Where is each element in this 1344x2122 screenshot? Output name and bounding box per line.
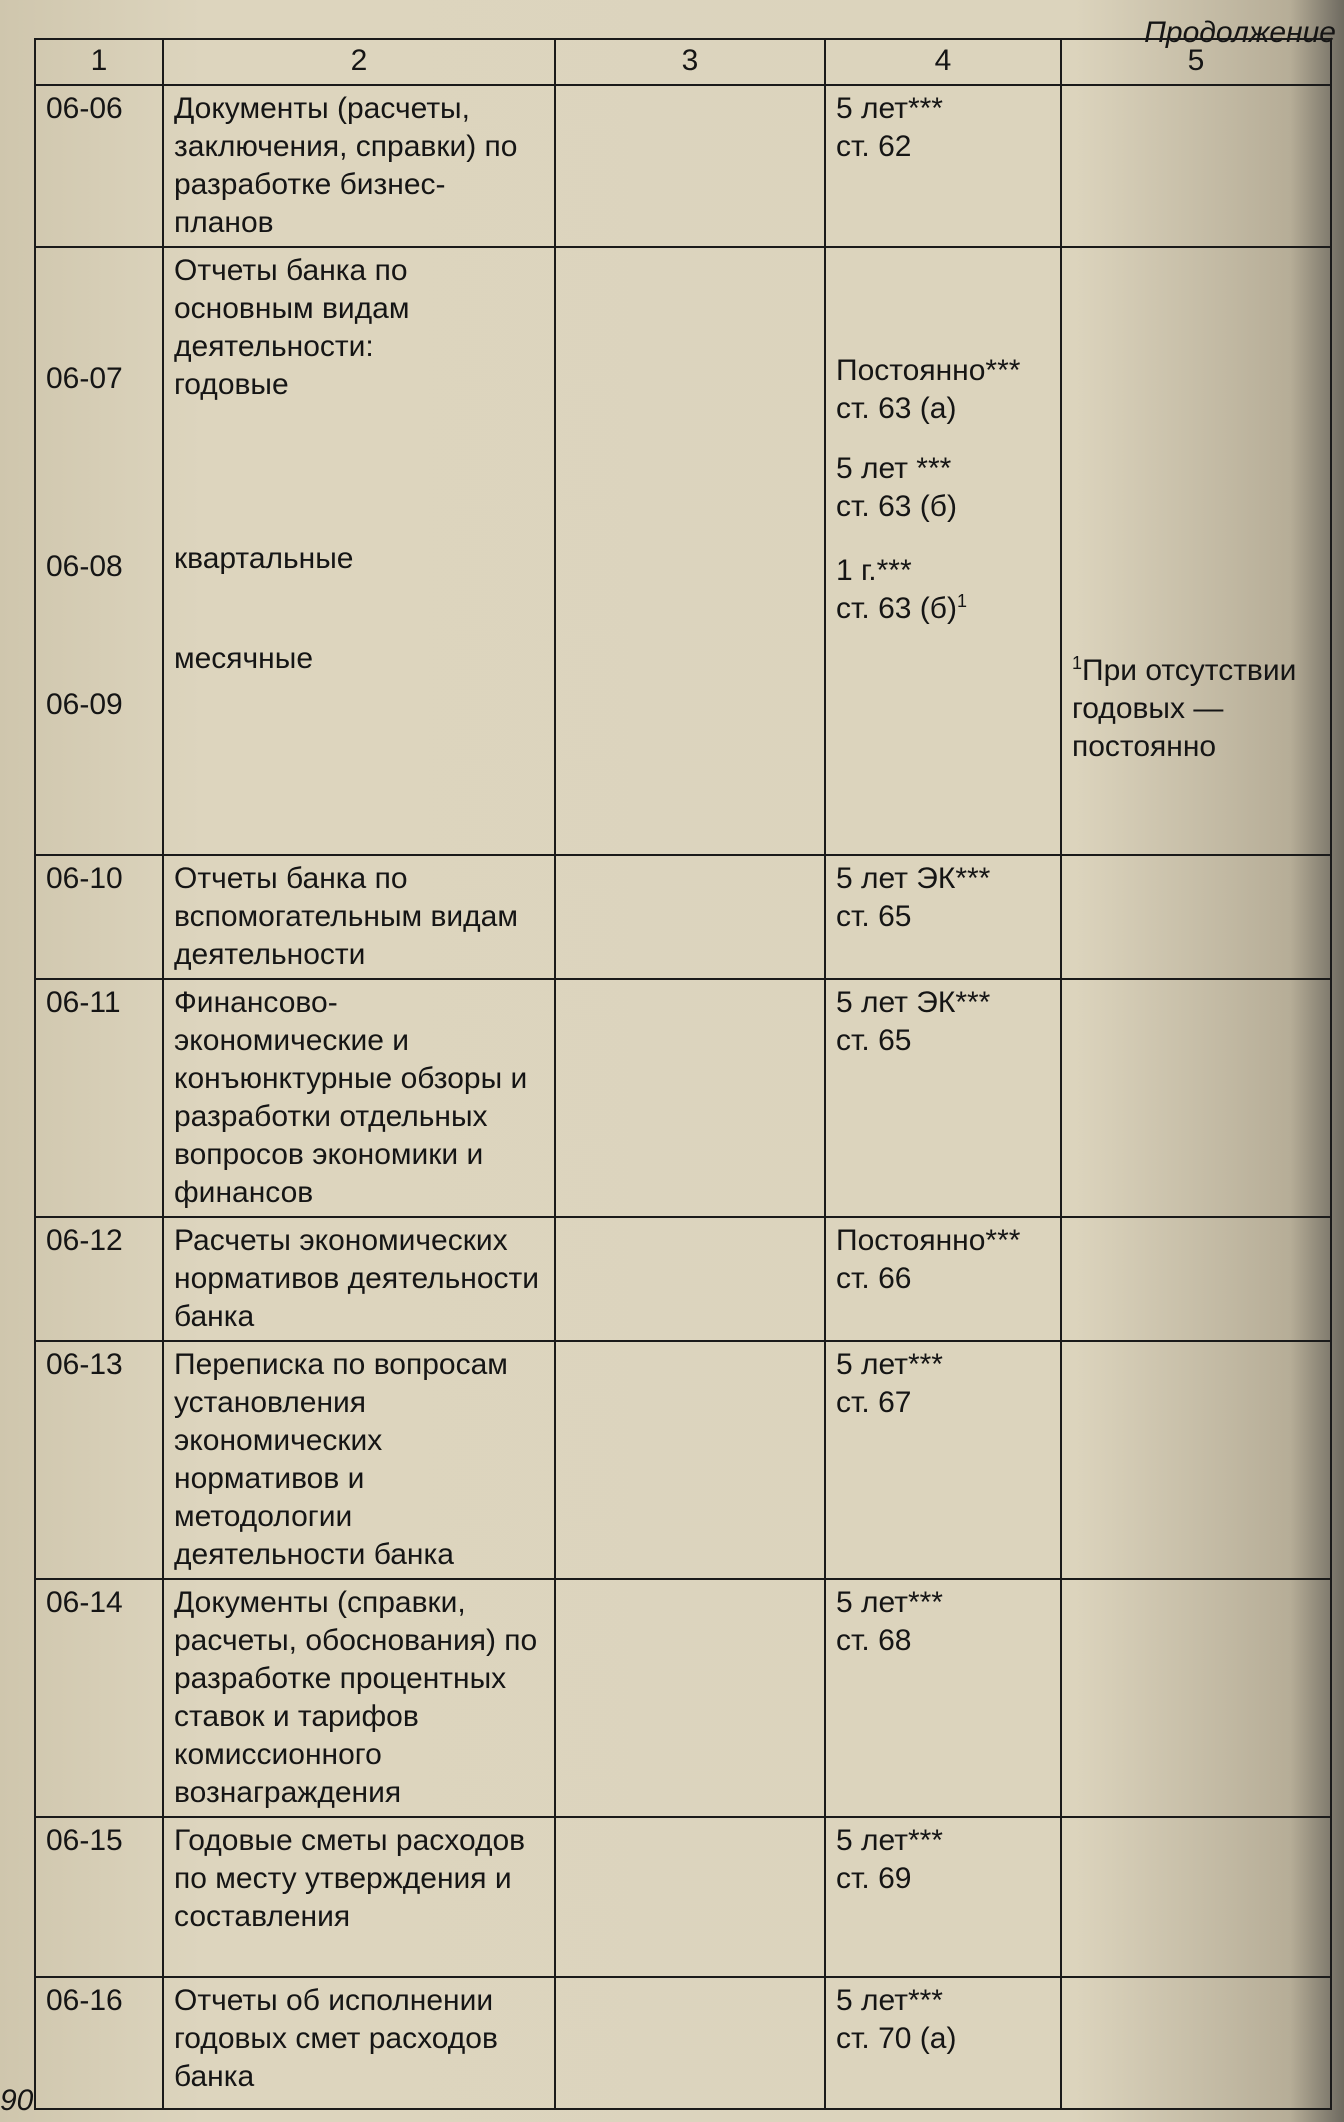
row-title: Годовые сметы расходов по месту утверждения и составления — [163, 1817, 555, 1977]
row-ref: ст. 65 — [836, 1024, 912, 1057]
row-note — [1061, 1341, 1331, 1579]
row-code: 06-16 — [35, 1977, 163, 2109]
row-ref-with-footnote — [836, 590, 1050, 628]
row-note: При отсутствии годовых — постоянно — [1072, 654, 1297, 763]
footnote-marker: 1 — [956, 591, 967, 611]
row-title: годовые — [174, 368, 289, 401]
row-code: 06-08 — [46, 550, 123, 583]
row-col3 — [555, 1817, 825, 1977]
row-title: Отчеты об исполнении годовых смет расходов банка — [163, 1977, 555, 2109]
row-term: 5 лет ЭК*** — [836, 862, 991, 895]
row-code: 06-11 — [35, 979, 163, 1217]
row-ref: ст. 66 — [836, 1262, 912, 1295]
row-col3 — [555, 85, 825, 247]
row-ref: ст. 63 (а) — [836, 392, 957, 425]
table-row — [35, 855, 1331, 979]
row-note — [1061, 1977, 1331, 2109]
group-notes-cell — [1061, 247, 1331, 855]
row-title: квартальные — [174, 542, 354, 575]
group-terms-cell — [825, 247, 1061, 855]
column-header-2: 2 — [163, 39, 555, 85]
row-term: Постоянно*** — [836, 1224, 1021, 1257]
row-term-cell — [825, 1977, 1061, 2109]
group-codes-cell — [35, 247, 163, 855]
group-title: Отчеты банка по основным видам деятельности: — [174, 254, 410, 363]
row-col3 — [555, 979, 825, 1217]
row-note — [1061, 1217, 1331, 1341]
row-title: Отчеты банка по вспомогательным видам деятельности — [163, 855, 555, 979]
header-row — [35, 39, 1331, 85]
column-header-3: 3 — [555, 39, 825, 85]
row-code: 06-14 — [35, 1579, 163, 1817]
row-code: 06-12 — [35, 1217, 163, 1341]
row-ref: ст. 69 — [836, 1862, 912, 1895]
row-term: 5 лет ЭК*** — [836, 986, 991, 1019]
column-header-4: 4 — [825, 39, 1061, 85]
row-col3 — [555, 1341, 825, 1579]
row-note — [1061, 1817, 1331, 1977]
row-term-cell — [825, 1817, 1061, 1977]
column-header-5: 5 — [1061, 39, 1331, 85]
footnote-marker: 1 — [1072, 653, 1083, 673]
row-ref: ст. 63 (б) — [836, 490, 957, 523]
row-note — [1061, 855, 1331, 979]
row-term: 1 г.*** — [836, 554, 912, 587]
row-term-cell — [825, 1341, 1061, 1579]
row-code: 06-15 — [35, 1817, 163, 1977]
row-ref: ст. 62 — [836, 130, 912, 163]
row-ref: ст. 63 (б) — [836, 592, 957, 625]
note-footnote — [1072, 654, 1296, 763]
row-term: Постоянно*** — [836, 354, 1021, 387]
group-titles-cell — [163, 247, 555, 855]
row-code: 06-06 — [35, 85, 163, 247]
row-code: 06-13 — [35, 1341, 163, 1579]
column-header-1: 1 — [35, 39, 163, 85]
table-row — [35, 1817, 1331, 1977]
table-row — [35, 1977, 1331, 2109]
row-term-cell — [825, 1579, 1061, 1817]
table-row — [35, 1217, 1331, 1341]
table-row — [35, 1341, 1331, 1579]
row-note — [1061, 979, 1331, 1217]
table-row — [35, 85, 1331, 247]
row-term: 5 лет*** — [836, 1824, 943, 1857]
continuation-label: Продолжение — [1144, 16, 1336, 49]
table-row — [35, 979, 1331, 1217]
retention-schedule-table — [34, 38, 1332, 2110]
row-term-cell — [825, 1217, 1061, 1341]
row-term: 5 лет*** — [836, 1586, 943, 1619]
row-term-cell — [825, 979, 1061, 1217]
row-title: Документы (справки, расчеты, обоснования) по разработке процентных ставок и тарифов комиссионного вознаграждения — [163, 1579, 555, 1817]
row-ref: ст. 68 — [836, 1624, 912, 1657]
row-term: 5 лет*** — [836, 1348, 943, 1381]
row-term: 5 лет *** — [836, 452, 952, 485]
row-term: 5 лет*** — [836, 1984, 943, 2017]
row-code: 06-07 — [46, 362, 123, 395]
row-ref: ст. 70 (а) — [836, 2022, 957, 2055]
row-title: месячные — [174, 642, 313, 675]
table-row — [35, 1579, 1331, 1817]
row-note — [1061, 1579, 1331, 1817]
row-code: 06-09 — [46, 688, 123, 721]
row-term-cell — [825, 855, 1061, 979]
row-code: 06-10 — [35, 855, 163, 979]
row-col3 — [555, 1977, 825, 2109]
row-title: Переписка по вопросам установления экономических нормативов и методологии деятельности банка — [163, 1341, 555, 1579]
row-ref: ст. 67 — [836, 1386, 912, 1419]
row-title: Документы (расчеты, заключения, справки) по разработке бизнес-планов — [163, 85, 555, 247]
row-title: Расчеты экономических нормативов деятельности банка — [163, 1217, 555, 1341]
row-col3 — [555, 855, 825, 979]
page-number: 90 — [0, 2084, 34, 2117]
row-title: Финансово-экономические и конъюнктурные обзоры и разработки отдельных вопросов экономики и финансов — [163, 979, 555, 1217]
row-col3 — [555, 1217, 825, 1341]
row-ref: ст. 65 — [836, 900, 912, 933]
table-row-group — [35, 247, 1331, 855]
row-col3 — [555, 247, 825, 855]
row-term: 5 лет*** — [836, 92, 943, 125]
row-col3 — [555, 1579, 825, 1817]
row-term-cell — [825, 85, 1061, 247]
row-note — [1061, 85, 1331, 247]
